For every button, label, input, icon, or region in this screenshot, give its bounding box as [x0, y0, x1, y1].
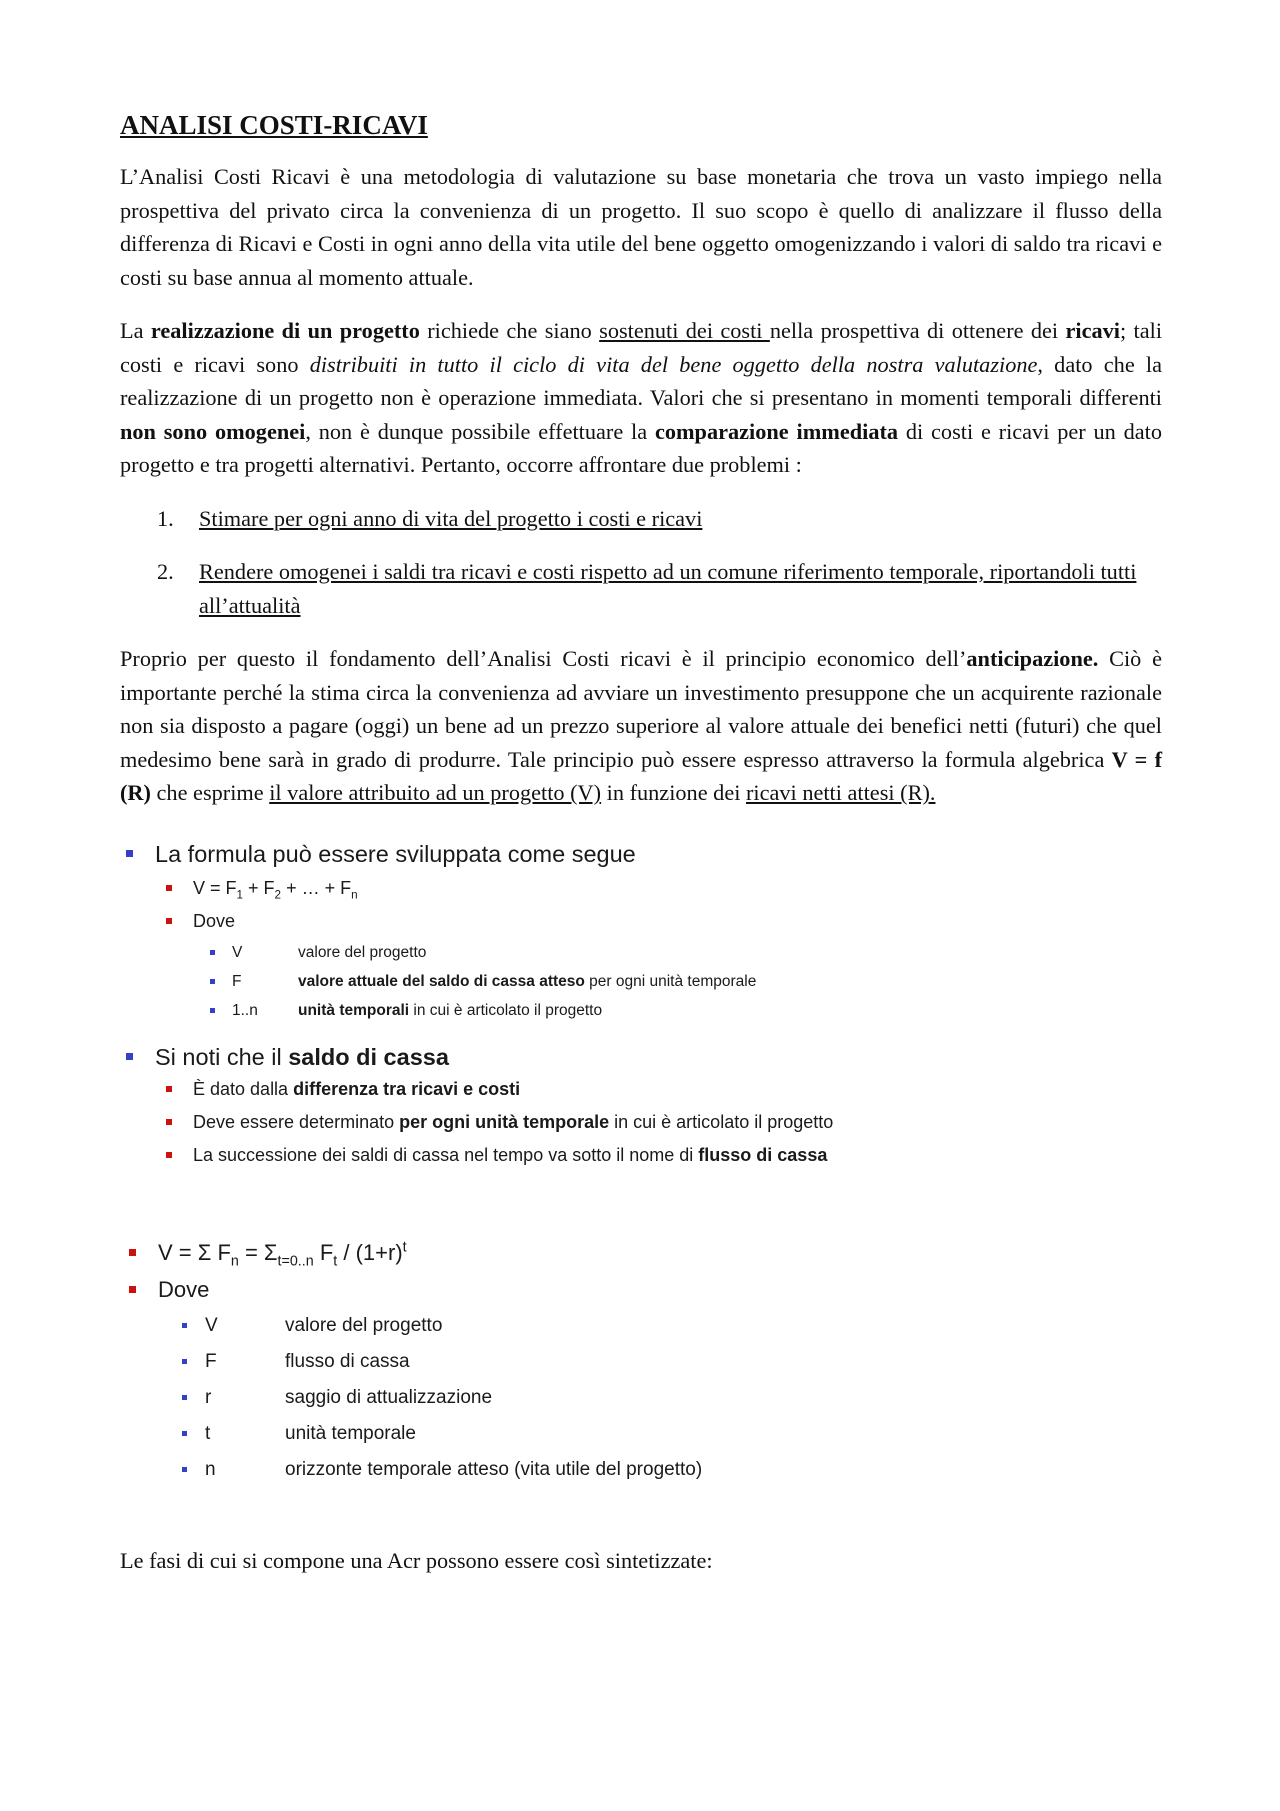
text: che esprime [150, 780, 270, 805]
list-item-text: Stimare per ogni anno di vita del progetto i costi e ricavi [199, 505, 703, 531]
square-bullet-icon [129, 1286, 136, 1293]
formula-text: V = f (R) [120, 746, 1162, 805]
list-item [120, 555, 1162, 622]
definition-key: V [232, 943, 243, 961]
definition-text: unità temporale [285, 1422, 416, 1444]
bold-text: anticipazione. [966, 646, 1099, 671]
note-bold: per ogni unità temporale [399, 1111, 610, 1132]
phases-paragraph: Le fasi di cui si compone una Acr possono essere così sintetizzate: [120, 1547, 713, 1573]
definition-key: F [205, 1350, 217, 1372]
text: Proprio per questo il fondamento dell’Analisi Costi ricavi è il principio economico dell’ [120, 646, 967, 671]
bold-text: non sono omogenei [120, 418, 306, 444]
note-text: La successione dei saldi di cassa nel tempo va sotto il nome di [193, 1144, 699, 1165]
definition-row [120, 1452, 1162, 1488]
note-bold: flusso di cassa [698, 1144, 828, 1165]
where-label [120, 1271, 1162, 1308]
square-bullet-icon [166, 1119, 172, 1125]
note-row [120, 1106, 1162, 1139]
bullet-heading [120, 838, 1162, 870]
bullet-text: La formula può essere sviluppata come segue [155, 840, 636, 867]
formula-line [120, 872, 1162, 905]
definition-bold: valore attuale del saldo di cassa atteso [298, 972, 585, 990]
slide-excerpt-formula [120, 838, 1162, 1172]
note-row [120, 1073, 1162, 1106]
square-bullet-icon [210, 979, 215, 984]
square-bullet-icon [182, 1467, 187, 1472]
definition-row [120, 1416, 1162, 1452]
definition-text: valore del progetto [298, 943, 427, 961]
note-row [120, 1139, 1162, 1172]
italic-text: distribuiti in tutto il ciclo di vita del bene oggetto della nostra valutazione [309, 351, 1038, 377]
subscript: n [230, 1252, 239, 1269]
underlined-text: sostenuti dei costi [599, 318, 770, 343]
square-bullet-icon [126, 850, 133, 857]
definition-text: flusso di cassa [285, 1350, 410, 1372]
formula-text: V = F [193, 877, 237, 898]
slide-excerpt-discount-formula [120, 1234, 1162, 1488]
text: Ciò è importante perché la stima circa la convenienza ad avviare un investimento presuppone che un acquirente razionale non sia disposto a pagare (oggi) un bene ad un prezzo superiore al valore attuale dei benefici netti (futuri) che quel medesimo bene sarà in grado di produrre. Tale principio può essere espresso attraverso la formula algebrica [120, 646, 1162, 772]
text: di costi e ricavi per un dato progetto e tra progetti alternativi. Pertanto, occorre affrontare due problemi : [120, 418, 1162, 477]
definition-text: saggio di attualizzazione [285, 1386, 493, 1408]
anticipation-paragraph [120, 642, 1162, 810]
definition-key: n [205, 1458, 216, 1480]
definition-bold: unità temporali [298, 1001, 410, 1019]
formula-text: = Σ [238, 1239, 278, 1265]
definition-key: V [205, 1314, 218, 1336]
document-page [120, 100, 1162, 1597]
bold-text: ricavi [1065, 318, 1120, 343]
formula-text: F [313, 1239, 334, 1265]
formula-text: / (1+r) [337, 1239, 403, 1265]
text: nella prospettiva di ottenere dei [769, 318, 1066, 343]
definition-text: orizzonte temporale atteso (vita utile del progetto) [285, 1458, 703, 1480]
underlined-text: ricavi netti attesi (R). [745, 780, 936, 805]
note-bold: differenza tra ricavi e costi [293, 1078, 521, 1099]
text: richiede che siano [419, 318, 600, 343]
square-bullet-icon [210, 950, 215, 955]
square-bullet-icon [166, 1152, 172, 1158]
square-bullet-icon [166, 1086, 172, 1092]
list-number: 1. [157, 505, 174, 531]
subscript: t [333, 1252, 338, 1269]
bold-text: comparazione immediata [654, 418, 899, 444]
list-item-text: Rendere omogenei i saldi tra ricavi e costi rispetto ad un comune riferimento temporale, riportandoli tutti all’attualità [199, 559, 1137, 618]
bullet-text: Si noti che il [155, 1043, 289, 1070]
square-bullet-icon [182, 1323, 187, 1328]
project-paragraph [120, 314, 1162, 482]
bold-text: saldo di cassa [288, 1043, 449, 1070]
definition-key: t [205, 1422, 211, 1444]
list-item [120, 502, 1162, 536]
formula-line [120, 1234, 1162, 1271]
formula-text: + F [243, 877, 275, 898]
definition-key: 1..n [232, 1001, 258, 1019]
square-bullet-icon [166, 918, 172, 924]
square-bullet-icon [129, 1249, 136, 1256]
bold-text: realizzazione di un progetto [150, 318, 420, 343]
bullet-heading [120, 1041, 1162, 1073]
superscript: t [402, 1239, 407, 1256]
subscript: 2 [274, 888, 282, 902]
subscript: t=0..n [277, 1252, 314, 1269]
definition-text: in cui è articolato il progetto [409, 1001, 603, 1019]
square-bullet-icon [182, 1359, 187, 1364]
subscript: 1 [236, 888, 244, 902]
formula-text: + … + F [281, 877, 352, 898]
underlined-text: il valore attribuito ad un progetto (V) [269, 780, 602, 805]
definition-key: r [205, 1386, 212, 1408]
definition-row [120, 1380, 1162, 1416]
definition-text: valore del progetto [285, 1314, 443, 1336]
definition-text: per ogni unità temporale [584, 972, 757, 990]
formula-text: V = Σ F [158, 1239, 231, 1265]
note-text: È dato dalla [193, 1078, 294, 1099]
square-bullet-icon [182, 1395, 187, 1400]
where-label [120, 905, 1162, 938]
bullet-text: Dove [193, 910, 236, 931]
problems-list [120, 502, 1162, 623]
definition-key: F [232, 972, 242, 990]
page-title: ANALISI COSTI-RICAVI [120, 110, 428, 140]
square-bullet-icon [166, 885, 172, 891]
definition-row [120, 996, 1162, 1025]
square-bullet-icon [126, 1053, 133, 1060]
square-bullet-icon [210, 1008, 215, 1013]
text: La [120, 318, 151, 343]
text: , dato che la realizzazione di un progetto non è operazione immediata. Valori che si presentano in momenti temporali differenti [120, 351, 1163, 410]
definition-row [120, 967, 1162, 996]
note-text: in cui è articolato il progetto [609, 1111, 834, 1132]
square-bullet-icon [182, 1431, 187, 1436]
list-number: 2. [157, 559, 174, 584]
intro-paragraph: L’Analisi Costi Ricavi è una metodologia di valutazione su base monetaria che trova un vasto impiego nella prospettiva del privato circa la convenienza di un progetto. Il suo scopo è quello di analizzare il flusso della differenza di Ricavi e Costi in ogni anno della vita utile del bene oggetto omogenizzando i valori di saldo tra ricavi e costi su base annua al momento attuale. [120, 164, 1162, 290]
note-text: Deve essere determinato [193, 1111, 400, 1132]
definition-row [120, 1308, 1162, 1344]
definition-row [120, 938, 1162, 967]
bullet-text: Dove [158, 1276, 210, 1302]
subscript: n [351, 888, 358, 902]
text: in funzione dei [601, 780, 746, 805]
text: ; tali costi e ricavi sono [120, 318, 1163, 377]
text: , non è dunque possibile effettuare la [305, 418, 655, 444]
definition-row [120, 1344, 1162, 1380]
